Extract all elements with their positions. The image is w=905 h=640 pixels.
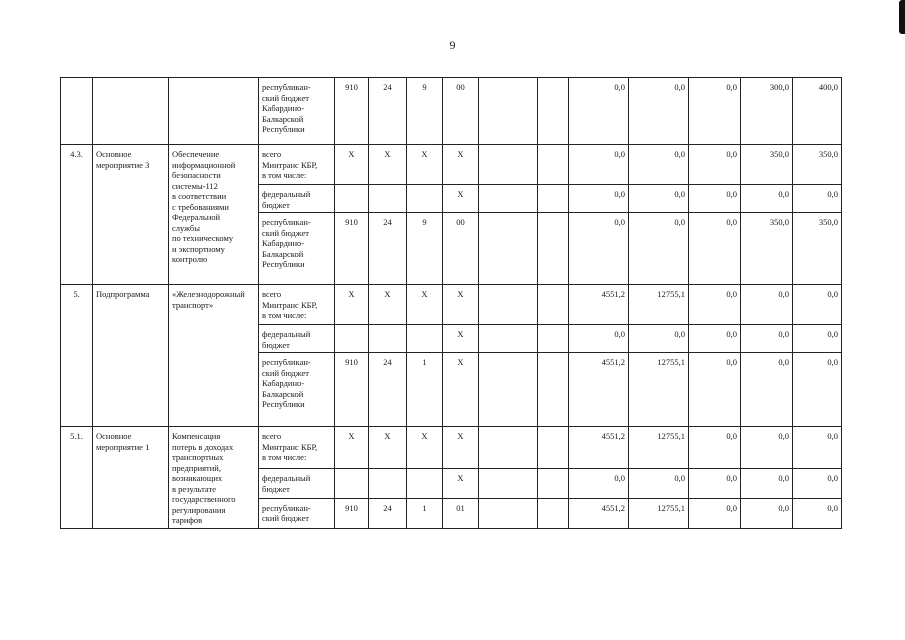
value-year-3: 0,0 [689, 213, 741, 285]
row-number [61, 78, 93, 145]
funding-source: республикан- ский бюджет Кабардино- Балкарской Республики [259, 353, 335, 427]
value-year-2: 12755,1 [629, 427, 689, 469]
value-year-4: 350,0 [741, 145, 793, 185]
value-year-5: 400,0 [793, 78, 842, 145]
code-pgp [407, 185, 443, 213]
code-direction [479, 469, 538, 499]
value-year-4: 0,0 [741, 427, 793, 469]
value-year-4: 350,0 [741, 213, 793, 285]
code-grbs [335, 185, 369, 213]
code-om: Х [443, 325, 479, 353]
code-pgp: 1 [407, 498, 443, 528]
row-name: Подпрограмма [93, 285, 169, 427]
row-number: 4.3. [61, 145, 93, 285]
value-year-4: 0,0 [741, 498, 793, 528]
code-extra [538, 185, 569, 213]
code-grbs [335, 469, 369, 499]
code-om: Х [443, 469, 479, 499]
code-om: Х [443, 145, 479, 185]
code-pgp: 9 [407, 213, 443, 285]
table-row [61, 145, 842, 185]
code-extra [538, 213, 569, 285]
code-pgp [407, 325, 443, 353]
value-year-4: 0,0 [741, 185, 793, 213]
value-year-3: 0,0 [689, 145, 741, 185]
code-gp: Х [369, 145, 407, 185]
code-grbs: 910 [335, 213, 369, 285]
code-pgp: Х [407, 285, 443, 325]
value-year-2: 0,0 [629, 185, 689, 213]
code-direction [479, 325, 538, 353]
value-year-1: 0,0 [569, 78, 629, 145]
code-extra [538, 469, 569, 499]
code-direction [479, 427, 538, 469]
value-year-1: 4551,2 [569, 353, 629, 427]
value-year-2: 12755,1 [629, 353, 689, 427]
code-om: 00 [443, 213, 479, 285]
page-number: 9 [449, 38, 456, 52]
row-description [169, 78, 259, 145]
value-year-4: 0,0 [741, 353, 793, 427]
code-om: 00 [443, 78, 479, 145]
code-pgp: 9 [407, 78, 443, 145]
value-year-2: 0,0 [629, 78, 689, 145]
code-grbs: 910 [335, 498, 369, 528]
value-year-3: 0,0 [689, 427, 741, 469]
value-year-5: 0,0 [793, 285, 842, 325]
value-year-3: 0,0 [689, 498, 741, 528]
scan-edge-mark [899, 0, 905, 34]
value-year-1: 4551,2 [569, 427, 629, 469]
code-grbs: Х [335, 285, 369, 325]
code-extra [538, 427, 569, 469]
value-year-2: 0,0 [629, 325, 689, 353]
code-grbs: Х [335, 145, 369, 185]
row-number: 5. [61, 285, 93, 427]
value-year-2: 0,0 [629, 213, 689, 285]
code-grbs [335, 325, 369, 353]
funding-source: республикан- ский бюджет Кабардино- Балкарской Республики [259, 213, 335, 285]
row-name [93, 78, 169, 145]
code-pgp: Х [407, 145, 443, 185]
code-extra [538, 353, 569, 427]
code-gp [369, 185, 407, 213]
code-direction [479, 213, 538, 285]
code-om: 01 [443, 498, 479, 528]
funding-source: федеральный бюджет [259, 325, 335, 353]
value-year-2: 12755,1 [629, 285, 689, 325]
code-direction [479, 285, 538, 325]
value-year-3: 0,0 [689, 469, 741, 499]
funding-source: федеральный бюджет [259, 185, 335, 213]
code-gp: 24 [369, 498, 407, 528]
code-om: Х [443, 353, 479, 427]
funding-source: федеральный бюджет [259, 469, 335, 499]
value-year-3: 0,0 [689, 353, 741, 427]
value-year-3: 0,0 [689, 78, 741, 145]
code-direction [479, 353, 538, 427]
code-extra [538, 325, 569, 353]
value-year-5: 350,0 [793, 145, 842, 185]
code-grbs: 910 [335, 353, 369, 427]
code-extra [538, 285, 569, 325]
code-gp [369, 325, 407, 353]
code-direction [479, 185, 538, 213]
row-name: Основное мероприятие 3 [93, 145, 169, 285]
code-pgp: 1 [407, 353, 443, 427]
value-year-4: 0,0 [741, 325, 793, 353]
value-year-1: 4551,2 [569, 285, 629, 325]
value-year-5: 0,0 [793, 469, 842, 499]
code-gp [369, 469, 407, 499]
code-gp: 24 [369, 78, 407, 145]
code-om: Х [443, 285, 479, 325]
value-year-4: 0,0 [741, 469, 793, 499]
row-name: Основное мероприятие 1 [93, 427, 169, 529]
code-extra [538, 498, 569, 528]
code-om: Х [443, 427, 479, 469]
code-direction [479, 78, 538, 145]
value-year-5: 350,0 [793, 213, 842, 285]
code-gp: 24 [369, 353, 407, 427]
table-row [61, 285, 842, 325]
code-om: Х [443, 185, 479, 213]
row-description: «Железнодорожный транспорт» [169, 285, 259, 427]
value-year-2: 0,0 [629, 145, 689, 185]
code-gp: 24 [369, 213, 407, 285]
code-gp: Х [369, 427, 407, 469]
budget-table [60, 77, 842, 529]
value-year-2: 12755,1 [629, 498, 689, 528]
value-year-5: 0,0 [793, 353, 842, 427]
value-year-3: 0,0 [689, 325, 741, 353]
value-year-1: 0,0 [569, 325, 629, 353]
value-year-5: 0,0 [793, 185, 842, 213]
funding-source: республикан- ский бюджет Кабардино- Балкарской Республики [259, 78, 335, 145]
code-direction [479, 145, 538, 185]
value-year-5: 0,0 [793, 325, 842, 353]
value-year-5: 0,0 [793, 498, 842, 528]
value-year-2: 0,0 [629, 469, 689, 499]
row-description: Обеспечение информационной безопасности системы-112 в соответствии с требованиями Федеральной службы по техническому и экспортному контролю [169, 145, 259, 285]
funding-source: всего Минтранс КБР, в том числе: [259, 145, 335, 185]
value-year-1: 0,0 [569, 145, 629, 185]
value-year-5: 0,0 [793, 427, 842, 469]
value-year-1: 0,0 [569, 213, 629, 285]
value-year-4: 300,0 [741, 78, 793, 145]
code-pgp: Х [407, 427, 443, 469]
code-extra [538, 78, 569, 145]
value-year-1: 4551,2 [569, 498, 629, 528]
funding-source: республикан- ский бюджет [259, 498, 335, 528]
code-gp: Х [369, 285, 407, 325]
value-year-3: 0,0 [689, 285, 741, 325]
row-number: 5.1. [61, 427, 93, 529]
funding-source: всего Минтранс КБР, в том числе: [259, 285, 335, 325]
code-grbs: Х [335, 427, 369, 469]
value-year-3: 0,0 [689, 185, 741, 213]
table-row [61, 427, 842, 469]
value-year-1: 0,0 [569, 469, 629, 499]
value-year-1: 0,0 [569, 185, 629, 213]
funding-source: всего Минтранс КБР, в том числе: [259, 427, 335, 469]
code-direction [479, 498, 538, 528]
code-extra [538, 145, 569, 185]
row-description: Компенсация потерь в доходах транспортных предприятий, возникающих в результате государственного регулирования тарифов [169, 427, 259, 529]
table-row [61, 78, 842, 145]
code-pgp [407, 469, 443, 499]
code-grbs: 910 [335, 78, 369, 145]
value-year-4: 0,0 [741, 285, 793, 325]
